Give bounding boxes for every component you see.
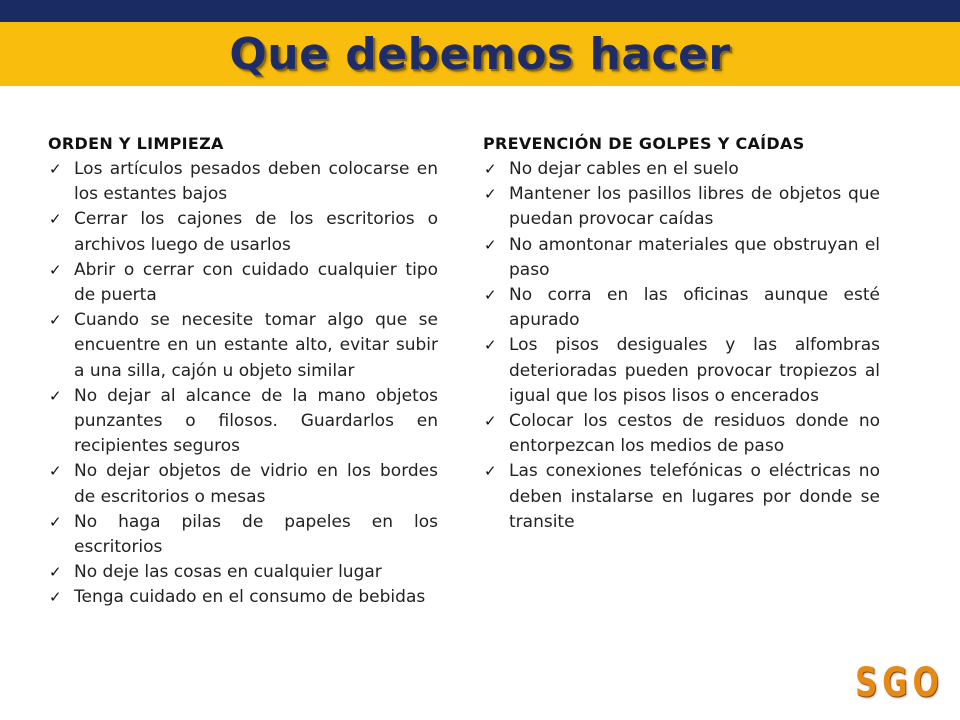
list-item: ✓ No amontonar materiales que obstruyan el paso	[484, 234, 880, 280]
right-column	[483, 132, 880, 535]
right-heading: PREVENCIÓN DE GOLPES Y CAÍDAS	[483, 134, 805, 153]
list-item: ✓ No dejar objetos de vidrio en los bordes de escritorios o mesas	[49, 461, 438, 507]
left-list	[48, 157, 438, 611]
list-item: ✓ Tenga cuidado en el consumo de bebidas	[48, 585, 438, 610]
list-item: ✓ Los artículos pesados deben colocarse en los estantes bajos	[49, 159, 438, 205]
list-item: ✓ Abrir o cerrar con cuidado cualquier tipo de puerta	[49, 259, 438, 306]
list-item: ✓ Colocar los cestos de residuos donde no entorpezcan los medios de paso	[484, 411, 880, 457]
checkmark-icon: ✓	[49, 160, 62, 178]
list-item: ✓ Los pisos desiguales y las alfombras deterioradas pueden provocar tropiezos al igual que los pisos lisos o encerados	[484, 335, 880, 406]
checkmark-icon: ✓	[49, 563, 62, 582]
checkmark-icon: ✓	[484, 462, 497, 481]
list-item: ✓ Cuando se necesite tomar algo que se encuentre en un estante alto, evitar subir a una silla, cajón u objeto similar	[49, 310, 438, 381]
sgo-logo: SGO	[855, 660, 944, 706]
list-item: ✓ Cerrar los cajones de los escritorios o archivos luego de usarlos	[49, 209, 438, 255]
checkmark-icon: ✓	[484, 412, 497, 431]
list-item: ✓ Las conexiones telefónicas o eléctricas no deben instalarse en lugares por donde se transite	[484, 461, 880, 532]
list-item: ✓ No haga pilas de papeles en los escritorios	[49, 511, 438, 558]
checkmark-icon: ✓	[484, 160, 497, 178]
checkmark-icon: ✓	[49, 386, 62, 405]
right-list	[483, 157, 880, 535]
checkmark-icon: ✓	[49, 311, 62, 330]
checkmark-icon: ✓	[49, 588, 62, 607]
checkmark-icon: ✓	[484, 185, 497, 204]
list-item: ✓ Mantener los pasillos libres de objetos que puedan provocar caídas	[484, 184, 880, 230]
checkmark-icon: ✓	[484, 286, 497, 305]
list-item: ✓ No corra en las oficinas aunque esté apurado	[484, 285, 880, 331]
list-item: ✓ No deje las cosas en cualquier lugar	[48, 560, 438, 585]
checkmark-icon: ✓	[484, 336, 497, 355]
left-heading: ORDEN Y LIMPIEZA	[48, 134, 224, 153]
checkmark-icon: ✓	[49, 210, 62, 229]
checkmark-icon: ✓	[49, 512, 62, 531]
top-navy-bar	[0, 0, 960, 22]
list-item: ✓ No dejar cables en el suelo	[483, 157, 880, 182]
checkmark-icon: ✓	[49, 462, 62, 481]
slide-title: Que debemos hacer	[229, 29, 731, 80]
list-item: ✓ No dejar al alcance de la mano objetos punzantes o filosos. Guardarlos en recipientes seguros	[49, 385, 438, 457]
left-column	[48, 132, 438, 611]
checkmark-icon: ✓	[49, 260, 62, 279]
checkmark-icon: ✓	[484, 235, 497, 254]
